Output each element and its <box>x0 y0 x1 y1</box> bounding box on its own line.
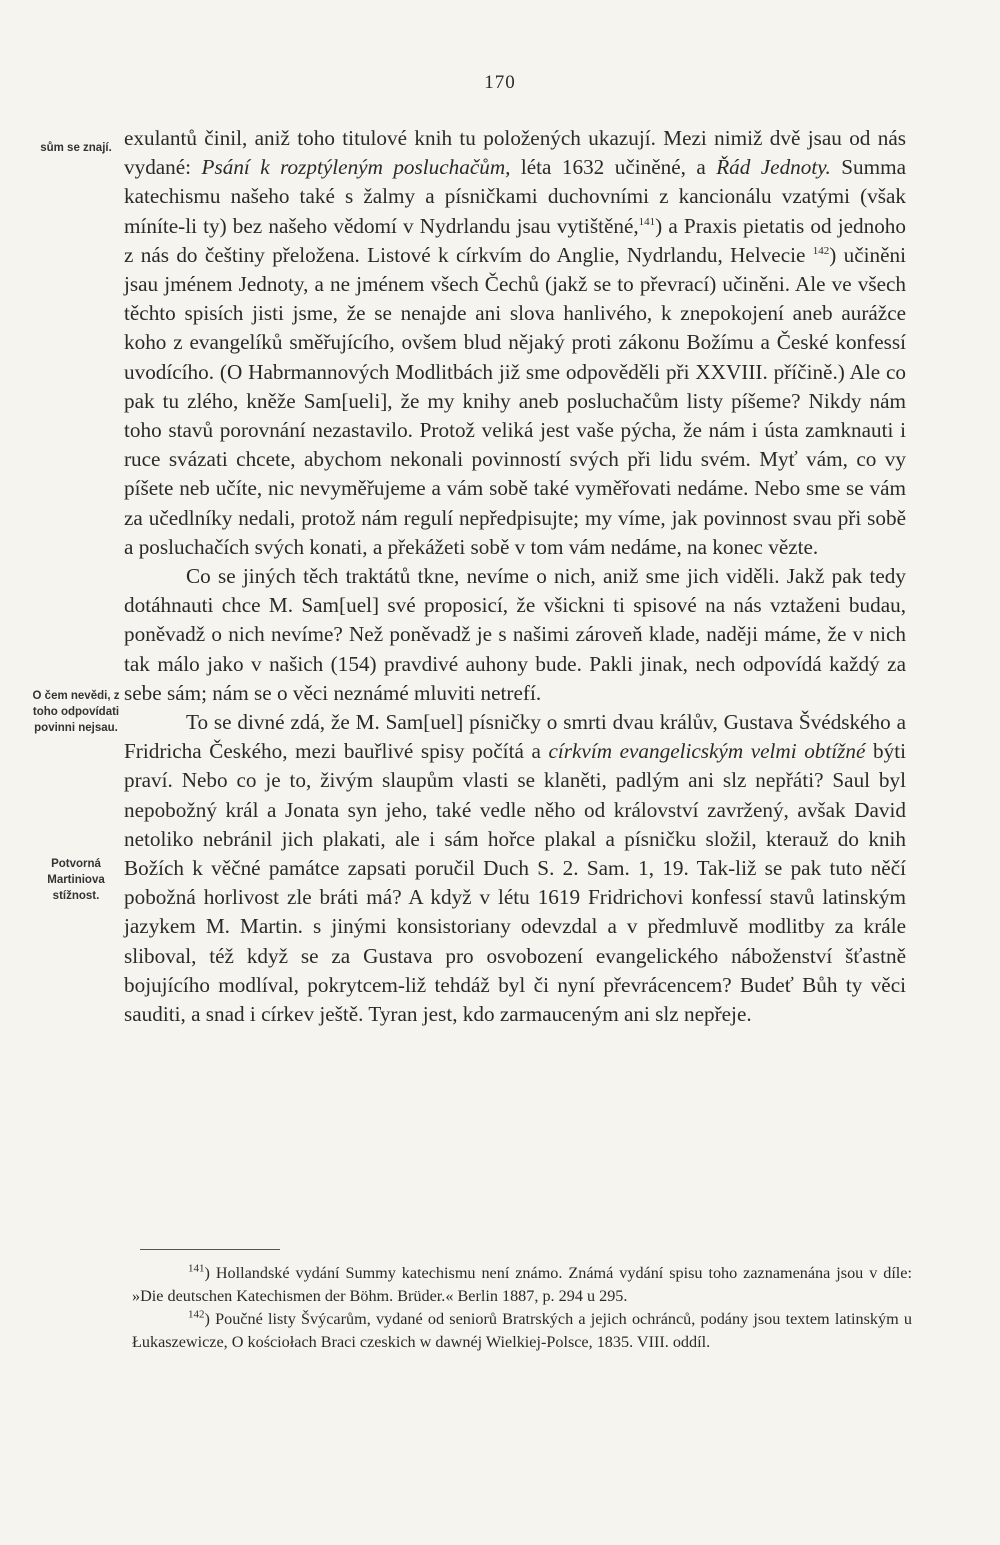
text-span: léta 1632 učiněné, a <box>510 155 717 180</box>
footnote-141 <box>132 1262 912 1308</box>
paragraph-2: Co se jiných těch traktátů tkne, nevíme o nich, aniž sme jich viděli. Jakž pak tedy dotáhnauti chce M. Sam[uel] své proposicí, že všickni ti spisové na nás vztaženi budau, poněvadž o nich nevíme? Než poněvadž je s našimi zároveň klade, naději máme, že v nich tak málo jako v našich (154) pravdivé auhony bude. Pakli jinak, nech odpovídá každý za sebe sám; nám se o věci neznámé mluviti netrefí. <box>124 564 906 705</box>
footnote-mark: 142 <box>188 1308 205 1321</box>
margin-note-2: O čem nevědi, z toho odpovídati povinni nejsau. <box>32 690 120 734</box>
page-number: 170 <box>484 72 516 93</box>
footnote-text: ) Poučné listy Švýcarům, vydané od seniorů Bratrských a jejich ochránců, podány jsou textem latinským u Łukaszewicze, O kościołach Braci czeskich w dawnéj Wielkiej-Polsce, 1835. VIII. oddíl. <box>132 1310 912 1351</box>
italic-title-psani: Psání k rozptýleným posluchačům, <box>201 155 511 180</box>
paragraph-1 <box>124 124 906 562</box>
footnote-142 <box>132 1308 912 1354</box>
italic-phrase: církvím evangelicským velmi obtížné <box>548 739 866 764</box>
italic-title-rad: Řád Jednoty. <box>716 155 831 180</box>
main-text <box>124 124 906 1029</box>
footnote-text: ) Hollandské vydání Summy katechismu není známo. Známá vydání spisu toho zaznamenána jsou v díle: »Die deutschen Katechismen der Böhm. Brüder.« Berlin 1887, p. 294 u 295. <box>132 1264 912 1305</box>
text-span: exulantů činil, aniž toho titulové knih tu položených ukazují. Mezi nimiž dvě jsau od nás vydané: <box>124 126 906 180</box>
text-span: ) učiněni jsau jménem Jednoty, a ne jménem všech Čechů (jakž se to převrací) učiněni. Ale ve všech těchto spisích jisti jsme, že se nenajde ani slova hanlivého, k znepokojení aneb aurážce koho z evangelíků směřujícího, ovšem blud nějaký proti zákonu Božímu a České konfessí uvodícího. (O Habrmannových Modlitbách již sme odpověděli při XXVIII. příčině.) Ale co pak tu zlého, kněže Sam[ueli], že my knihy aneb posluchačům listy píšeme? Nikdy nám toho stavů porovnání nezastavilo. Protož veliká jest vaše pýcha, že nám i ústa zamknauti i ruce svázati chcete, abychom nekonali povinností svých při lidu svém. Myť vám, co vy píšete neb učíte, nic nevyměřujeme a vám sobě také vyměřovati nedáme. Nebo sme se vám za učedlníky nedali, protož nám regulí nepředpisujte; my víme, jak povinnost svau při sobě a posluchačích svých konati, a překážeti sobě v tom vám nedáme, na konec vězte. <box>124 242 906 559</box>
footnote-divider <box>140 1249 280 1250</box>
margin-note-3: Potvorná Martiniova stížnost. <box>47 858 105 902</box>
text-span: To se divné zdá, že M. Sam[uel] písničky o smrti dvau králův, Gustava Švédského a Fridricha Českého, mezi bauřlivé spisy počítá a <box>124 710 906 764</box>
footnotes <box>132 1262 912 1354</box>
footnote-ref-142: 142 <box>812 244 830 257</box>
text-span: ) a Praxis pietatis od jednoho z nás do češtiny přeložena. Listové k církvím do Anglie, Nydrlandu, Helvecie <box>124 213 906 267</box>
footnote-ref-141: 141 <box>638 215 656 228</box>
paragraph-3 <box>124 708 906 1029</box>
text-span: býti praví. Nebo co je to, živým slaupům vlasti se klaněti, padlým ani slz nepřáti? Saul byl nepobožný král a Jonata syn jeho, také vedle něho od království zavržený, avšak David netoliko nebránil jich plakati, ale i sám hořce plakal a písničku složil, kterauž do knih Božích k věčné památce zapsati poručil Duch S. 2. Sam. 1, 19. Tak-liž se pak tuto něčí pobožná horlivost zle bráti má? A když v létu 1619 Fridrichovi konfessí stavů latinským jazykem M. Martin. s jinými konsistoriany odevzdal a v předmluvě modlitby za krále sliboval, též když se za Gustava pro osvobození evangelického náboženství šťastně bojujícího modlíval, pokrytcem-liž tehdáž byl či nyní převrácencem? Budeť Bůh ty věci sauditi, a snad i církev ještě. Tyran jest, kdo zarmauceným ani slz nepřeje. <box>124 739 906 1027</box>
margin-note-1: sům se znají. <box>40 142 112 154</box>
text-span: Summa katechismu našeho také s žalmy a písničkami duchovními z kancionálu vzatými (však míníte-li ty) bez našeho vědomí v Nydrlandu jsau vytištěné, <box>124 155 906 238</box>
footnote-mark: 141 <box>188 1262 205 1275</box>
